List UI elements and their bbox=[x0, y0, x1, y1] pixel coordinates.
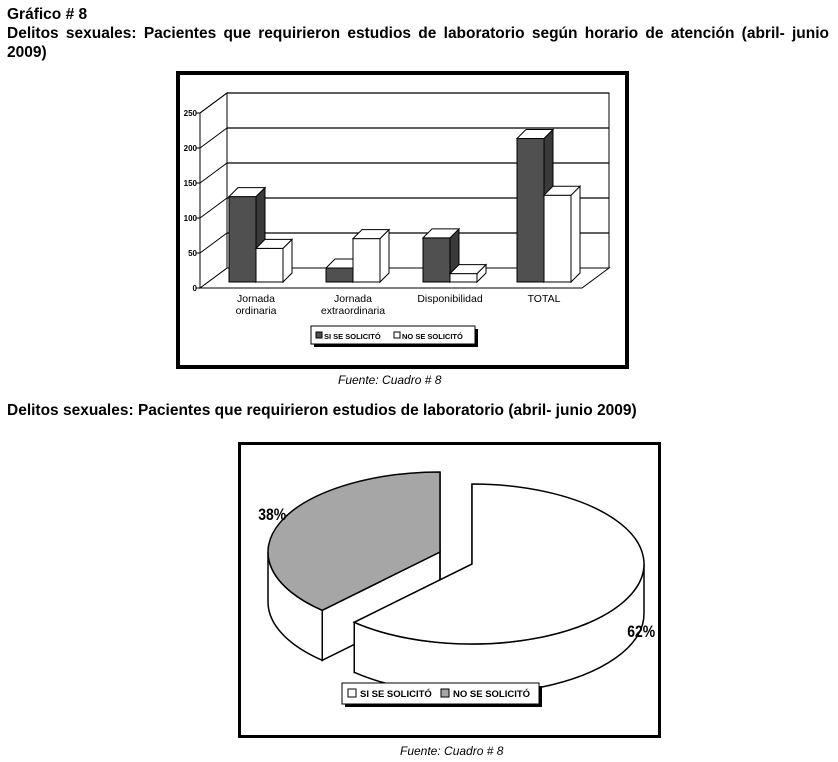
y-tick-label: 50 bbox=[188, 249, 197, 258]
x-tick-label: ordinaria bbox=[235, 305, 277, 317]
bar-chart-title: Delitos sexuales: Pacientes que requirieron estudios de laboratorio según horario de atención (abril- junio 2009) bbox=[7, 25, 829, 61]
pie-chart-title: Delitos sexuales: Pacientes que requirieron estudios de laboratorio (abril- junio 2009) bbox=[7, 402, 637, 419]
legend-label-si: SI SE SOLICITÓ bbox=[360, 689, 432, 700]
pie-legend bbox=[342, 683, 542, 707]
x-tick-label: Jornada bbox=[334, 293, 372, 305]
pie-label-si: 62% bbox=[627, 622, 656, 642]
bar-legend bbox=[311, 326, 478, 347]
bar-front bbox=[229, 197, 256, 282]
y-tick-label: 100 bbox=[183, 214, 197, 223]
legend-label-no: NO SE SOLICITÓ bbox=[453, 689, 531, 700]
legend-swatch-si bbox=[348, 689, 356, 697]
bar-front bbox=[353, 239, 380, 282]
y-tick-label: 0 bbox=[192, 284, 197, 293]
x-tick-label: Disponibilidad bbox=[417, 293, 483, 305]
graph-label: Gráfico # 8 bbox=[7, 6, 88, 23]
bar-front bbox=[326, 268, 353, 282]
bar-chart-source: Fuente: Cuadro # 8 bbox=[338, 373, 442, 387]
bar bbox=[544, 186, 580, 282]
bar-front bbox=[517, 139, 544, 283]
bar-front bbox=[423, 238, 450, 282]
bar bbox=[256, 239, 292, 282]
legend-label-no: NO SE SOLICITÓ bbox=[402, 332, 463, 341]
pie-chart bbox=[258, 472, 655, 707]
bar-chart bbox=[184, 93, 609, 347]
bar-side bbox=[571, 186, 580, 282]
bar-front bbox=[544, 195, 571, 282]
bar bbox=[353, 230, 389, 282]
chart-side-wall bbox=[200, 93, 227, 288]
legend-swatch-no bbox=[441, 689, 449, 697]
legend-swatch-si bbox=[316, 332, 322, 338]
legend-label-si: SI SE SOLICITÓ bbox=[324, 332, 381, 341]
y-tick-label: 150 bbox=[183, 179, 197, 188]
pie-label-no: 38% bbox=[258, 505, 287, 525]
bar-front bbox=[450, 274, 477, 282]
y-tick-label: 200 bbox=[183, 144, 197, 153]
legend-swatch-no bbox=[394, 332, 400, 338]
x-tick-label: TOTAL bbox=[527, 293, 561, 305]
pie-chart-source: Fuente: Cuadro # 8 bbox=[400, 744, 504, 758]
x-tick-label: extraordinaria bbox=[320, 305, 386, 317]
x-tick-label: Jornada bbox=[237, 293, 275, 305]
y-tick-label: 250 bbox=[183, 109, 197, 118]
bar-front bbox=[256, 248, 283, 282]
